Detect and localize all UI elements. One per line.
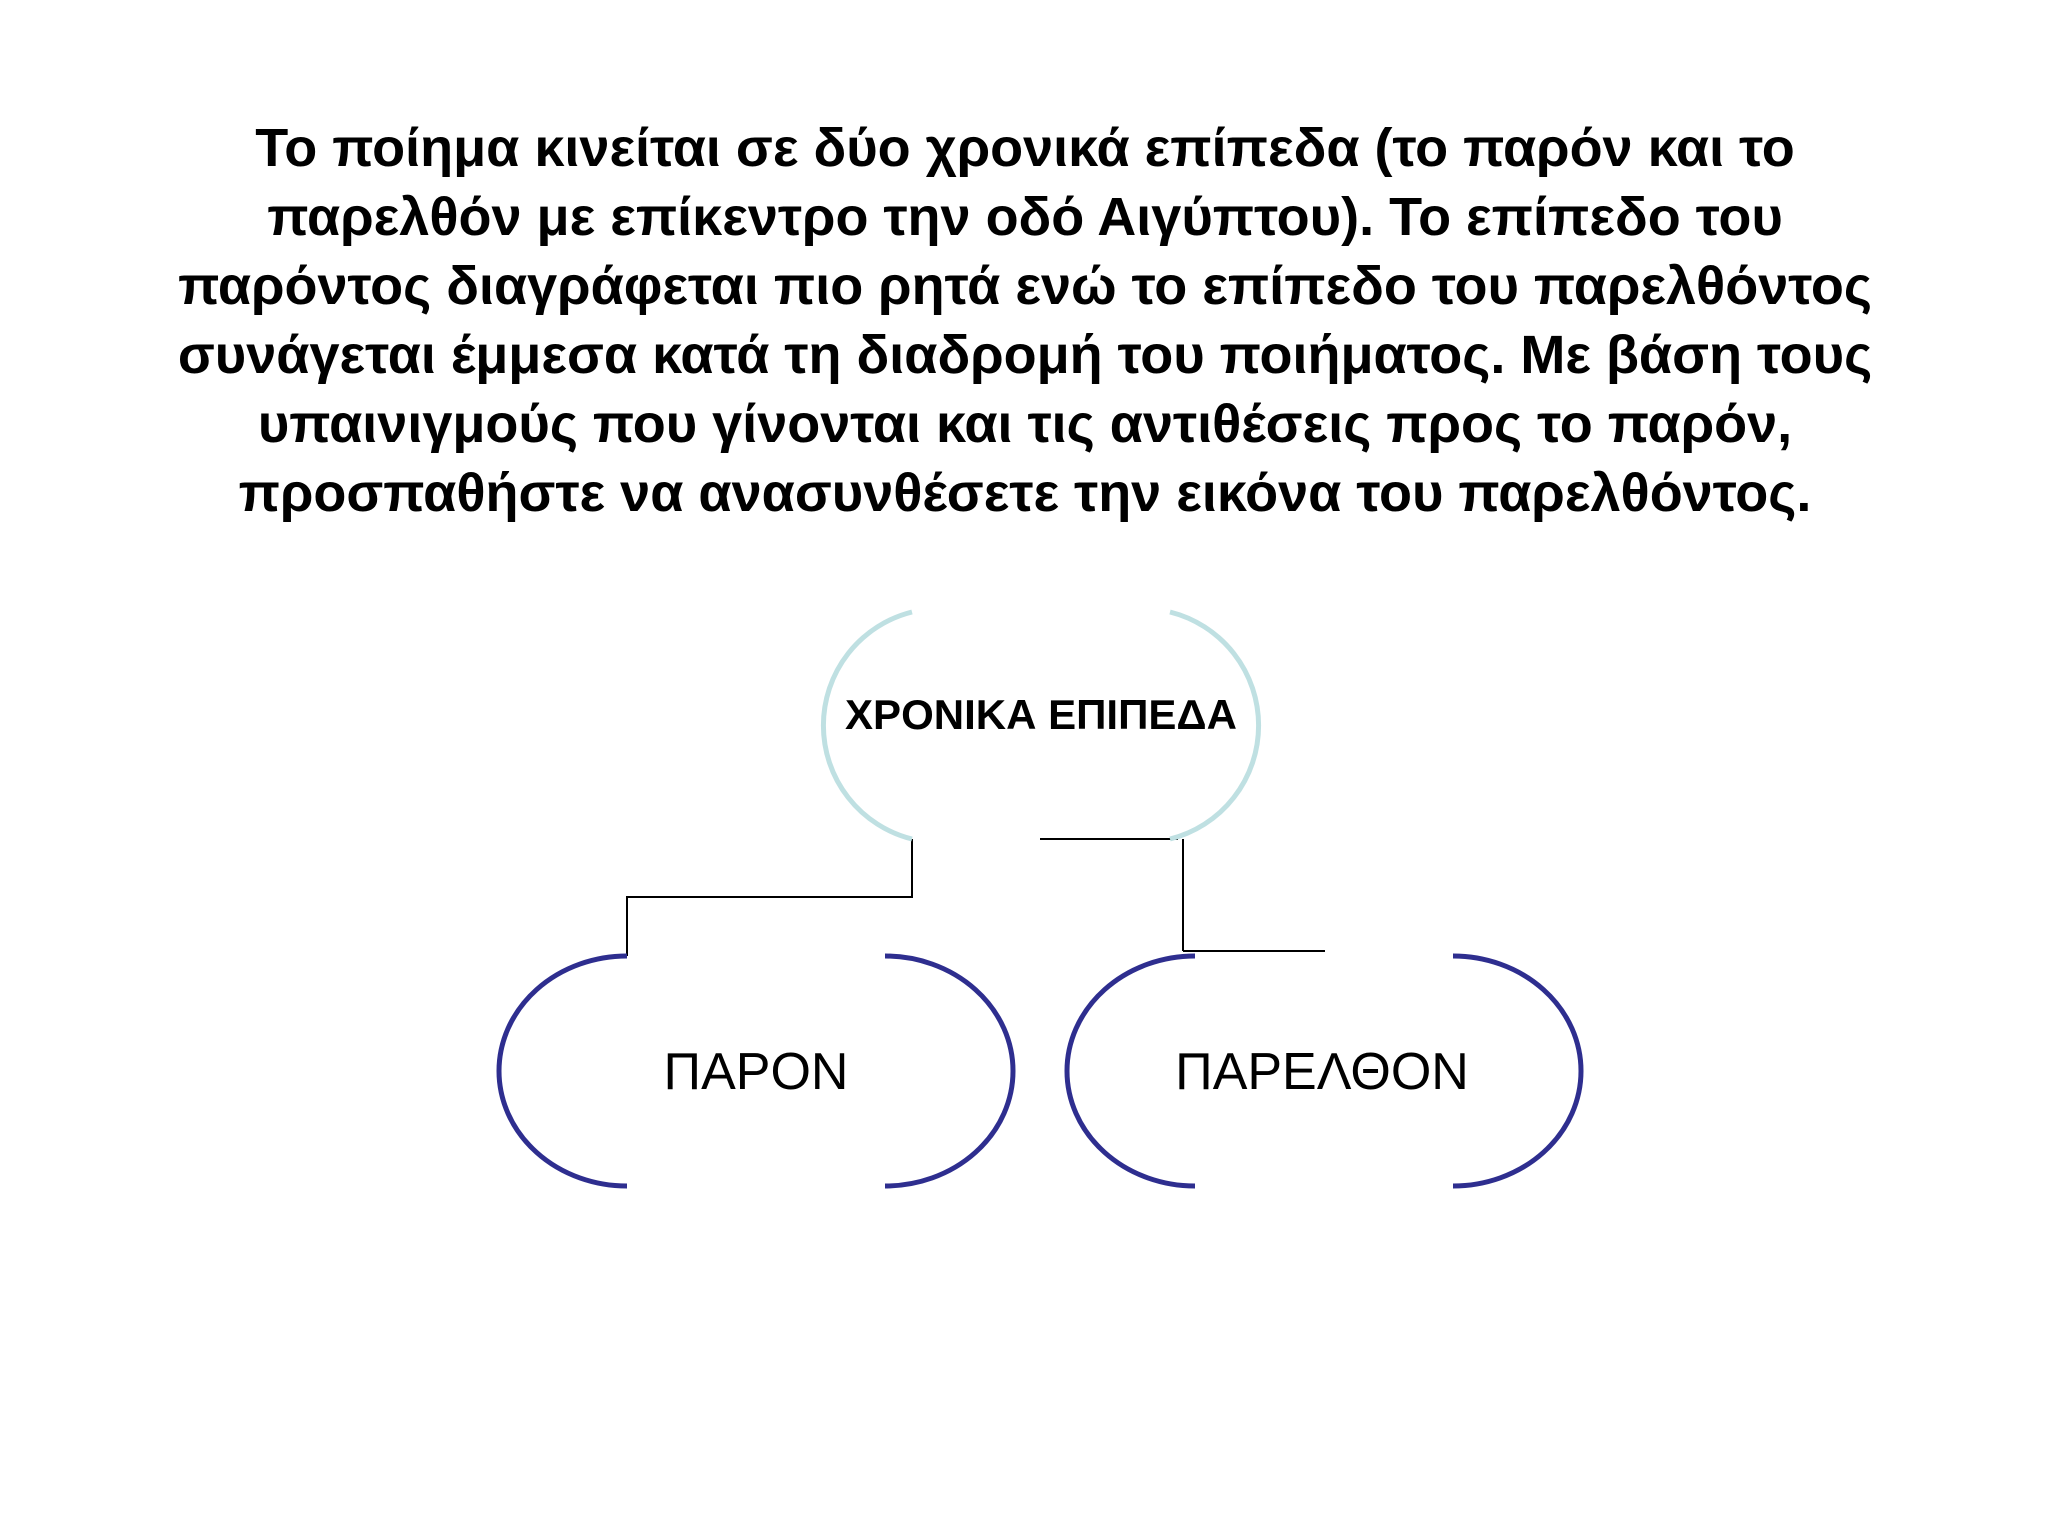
- paragraph-line: Το ποίημα κινείται σε δύο χρονικά επίπεδα (το παρόν και το: [255, 118, 1795, 178]
- child-node-parelthon-bracket-right: [1453, 956, 1581, 1186]
- child-node-paron-bracket-right: [885, 956, 1013, 1186]
- paragraph-line: παρελθόν με επίκεντρο την οδό Αιγύπτου). Το επίπεδο του: [267, 187, 1783, 247]
- connector-lines: [627, 839, 1325, 956]
- root-node-label: ΧΡΟΝΙΚΑ ΕΠΙΠΕΔΑ: [845, 691, 1237, 738]
- paragraph-line: παρόντος διαγράφεται πιο ρητά ενώ το επίπεδο του παρελθόντος: [178, 256, 1872, 316]
- root-node: [823, 612, 1258, 839]
- paragraph-line: προσπαθήστε να ανασυνθέσετε την εικόνα του παρελθόντος.: [238, 463, 1812, 523]
- child-node-paron-bracket-left: [499, 956, 627, 1186]
- connector-root-to-paron: [627, 839, 912, 956]
- child-node-parelthon: [1067, 956, 1581, 1186]
- paragraph-line: συνάγεται έμμεσα κατά τη διαδρομή του ποιήματος. Με βάση τους: [177, 325, 1873, 385]
- paragraph-line: υπαινιγμούς που γίνονται και τις αντιθέσεις προς το παρόν,: [257, 394, 1793, 454]
- child-node-paron: [499, 956, 1013, 1186]
- child-node-paron-label: ΠΑΡΟΝ: [663, 1043, 849, 1101]
- child-node-parelthon-label: ΠΑΡΕΛΘΟΝ: [1175, 1043, 1469, 1101]
